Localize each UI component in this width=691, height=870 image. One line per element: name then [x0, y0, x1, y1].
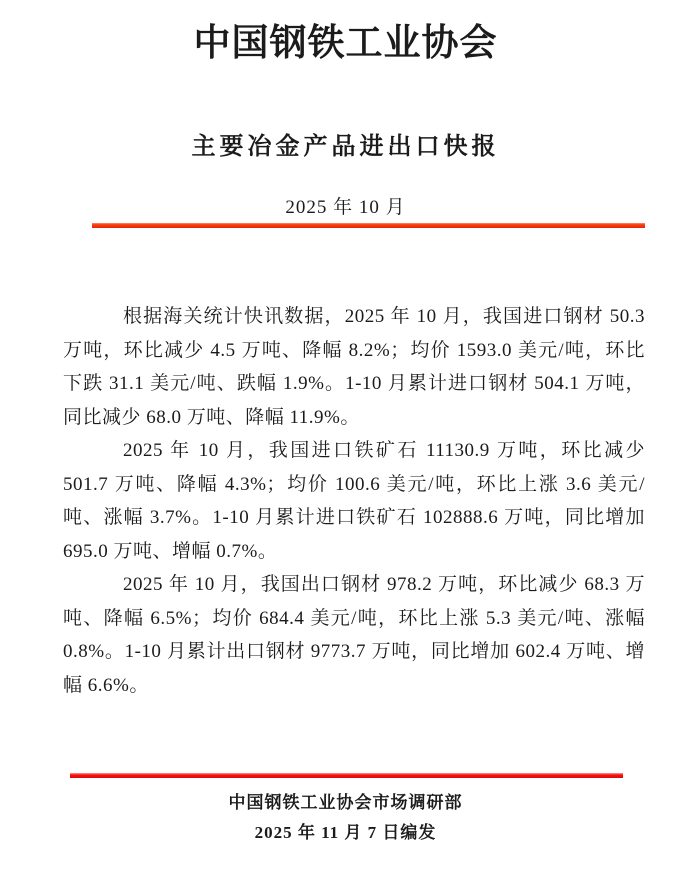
issue-date: 2025 年 11 月 7 日编发 — [254, 823, 437, 842]
report-body — [63, 300, 645, 702]
issuing-department: 中国钢铁工业协会市场调研部 — [228, 793, 463, 812]
paragraph-iron-ore-import: 2025 年 10 月，我国进口铁矿石 11130.9 万吨，环比减少 501.7 万吨、降幅 4.3%；均价 100.6 美元/吨，环比上涨 3.6 美元/吨、涨幅 3.7%。1-10 月累计进口铁矿石 102888.6 万吨，同比增加 695.0 万吨、增幅 0.7%。 — [63, 440, 645, 562]
top-red-rule — [92, 223, 645, 228]
bottom-red-rule — [70, 773, 623, 778]
report-title: 主要冶金产品进出口快报 — [191, 134, 500, 160]
organization-title: 中国钢铁工业协会 — [193, 23, 498, 64]
paragraph-steel-import: 根据海关统计快讯数据，2025 年 10 月，我国进口钢材 50.3 万吨，环比减少 4.5 万吨、降幅 8.2%；均价 1593.0 美元/吨，环比下跌 31.1 美元/吨、跌幅 1.9%。1-10 月累计进口钢材 504.1 万吨，同比减少 68.0 万吨、降幅 11.9%。 — [63, 306, 645, 428]
paragraph-steel-export: 2025 年 10 月，我国出口钢材 978.2 万吨，环比减少 68.3 万吨、降幅 6.5%；均价 684.4 美元/吨，环比上涨 5.3 美元/吨、涨幅 0.8%。1-10 月累计出口钢材 9773.7 万吨，同比增加 602.4 万吨、增幅 6.6%。 — [63, 574, 645, 696]
report-period: 2025 年 10 月 — [285, 197, 406, 218]
